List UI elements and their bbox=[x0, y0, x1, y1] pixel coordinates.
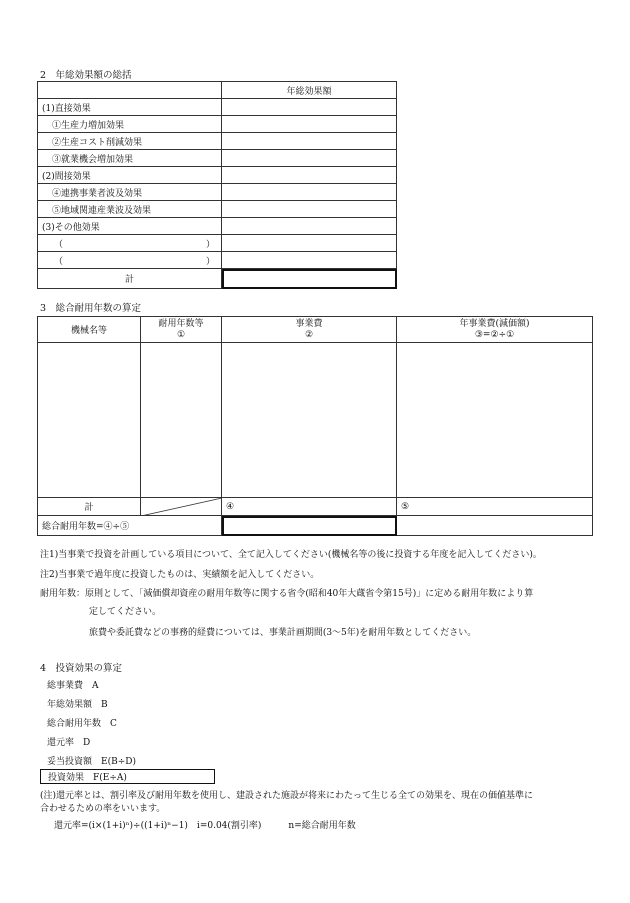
paren-close: ） bbox=[206, 257, 216, 267]
section4-title: 4 投資効果の算定 bbox=[40, 663, 123, 674]
life-entry-area[interactable] bbox=[141, 343, 222, 498]
cost-entry-area[interactable] bbox=[222, 343, 397, 498]
note-1: 注1)当事業で投資を計画している項目について、全て記入してください(機械名等の後に投資する年度を記入してください)。 bbox=[40, 550, 542, 560]
item-valid-investment: 妥当投資額 E(B÷D) bbox=[47, 757, 136, 767]
return-rate-note-line1: (注)還元率とは、割引率及び耐用年数を使用し、建設された施設が将来にわたって生じる全ての効果を、現在の価値基準に bbox=[40, 791, 534, 801]
total-label: 計 bbox=[38, 269, 222, 289]
blank-header-cell bbox=[38, 82, 222, 99]
annual-cost-formula: ③=②÷① bbox=[474, 329, 515, 340]
value-cell[interactable] bbox=[222, 150, 397, 167]
row-other-effect: (3)その他効果 bbox=[38, 218, 222, 235]
return-rate-note-line2: 合わせるための率をいいます。 bbox=[40, 804, 166, 814]
life-header-number: ① bbox=[176, 329, 186, 340]
row-other-custom-1[interactable] bbox=[38, 235, 222, 252]
total-annual-cell[interactable]: ⑤ bbox=[397, 498, 593, 516]
row-cost-reduction: ②生産コスト削減効果 bbox=[38, 133, 222, 150]
section3-title: 3 総合耐用年数の算定 bbox=[40, 303, 142, 314]
machine-entry-area[interactable] bbox=[38, 343, 141, 498]
value-cell[interactable] bbox=[222, 184, 397, 201]
row-indirect-effect: (2)間接効果 bbox=[38, 167, 222, 184]
investment-effect-box[interactable] bbox=[40, 769, 215, 784]
paren-open: （ bbox=[54, 257, 64, 267]
value-cell[interactable] bbox=[222, 201, 397, 218]
diagonal-line bbox=[141, 498, 222, 516]
item-return-rate: 還元率 D bbox=[47, 738, 91, 748]
annual-cost-header bbox=[397, 317, 593, 343]
overall-life-label: 総合耐用年数=④÷⑤ bbox=[38, 516, 222, 536]
paren-open: （ bbox=[54, 240, 64, 250]
note-2: 注2)当事業で過年度に投資したものは、実績額を記入してください。 bbox=[40, 570, 320, 580]
cost-header-label: 事業費 bbox=[295, 318, 323, 329]
value-cell[interactable] bbox=[222, 99, 397, 116]
cost-header bbox=[222, 317, 397, 343]
value-cell[interactable] bbox=[222, 116, 397, 133]
row-production-increase: ①生産力増加効果 bbox=[38, 116, 222, 133]
annual-effect-header: 年総効果額 bbox=[222, 82, 397, 99]
value-cell[interactable] bbox=[222, 252, 397, 269]
annual-cost-entry-area[interactable] bbox=[397, 343, 593, 498]
overall-life-value[interactable] bbox=[222, 516, 397, 536]
row-direct-effect: (1)直接効果 bbox=[38, 99, 222, 116]
row-partner-ripple: ④連携事業者波及効果 bbox=[38, 184, 222, 201]
machine-header: 機械名等 bbox=[38, 317, 141, 343]
item-total-cost: 総事業費 A bbox=[47, 681, 99, 691]
value-cell[interactable] bbox=[222, 235, 397, 252]
life-header-label: 耐用年数等 bbox=[158, 318, 204, 329]
row-regional-ripple: ⑤地域関連産業波及効果 bbox=[38, 201, 222, 218]
row-employment-increase: ③就業機会増加効果 bbox=[38, 150, 222, 167]
diagonal-cell bbox=[141, 498, 222, 516]
total-value-cell[interactable] bbox=[222, 269, 397, 289]
total-cost-cell[interactable]: ④ bbox=[222, 498, 397, 516]
annual-effect-table bbox=[37, 81, 397, 289]
item-annual-effect: 年総効果額 B bbox=[47, 700, 108, 710]
value-cell[interactable] bbox=[222, 167, 397, 184]
life-header bbox=[141, 317, 222, 343]
paren-close: ） bbox=[206, 240, 216, 250]
row-other-custom-2[interactable] bbox=[38, 252, 222, 269]
life-note-line2: 定してください。 bbox=[89, 607, 162, 617]
section2-title: 2 年総効果額の総括 bbox=[40, 70, 132, 81]
life-note-line3: 旅費や委託費などの事務的経費については、事業計画期間(3～5年)を耐用年数としてください。 bbox=[89, 628, 477, 638]
item-overall-life: 総合耐用年数 C bbox=[47, 719, 117, 729]
value-cell[interactable] bbox=[222, 133, 397, 150]
useful-life-table bbox=[37, 316, 593, 536]
life-note-line1: 耐用年数：原則として、「減価償却資産の耐用年数等に関する省令(昭和40年大蔵省令第15号)」に定める耐用年数により算 bbox=[40, 589, 534, 599]
overall-life-empty bbox=[397, 516, 593, 536]
return-rate-formula: 還元率=(i×(1+i)ⁿ)÷((1+i)ⁿ−1) i=0.04(割引率) n=総合耐用年数 bbox=[54, 821, 356, 831]
value-cell[interactable] bbox=[222, 218, 397, 235]
investment-effect-label: 投資効果 F(E÷A) bbox=[48, 773, 127, 783]
annual-cost-header-label: 年事業費(減価額) bbox=[459, 318, 530, 329]
cost-header-number: ② bbox=[304, 329, 314, 340]
section3-total-label: 計 bbox=[38, 498, 141, 516]
